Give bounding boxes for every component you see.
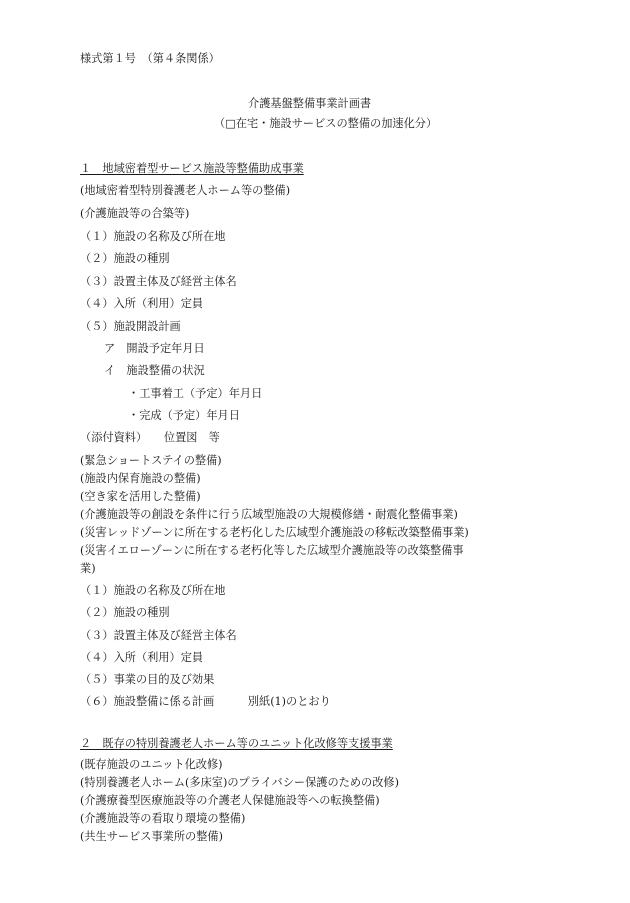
section-2-item: (特別養護老人ホーム(多床室)のプライバシー保護のための改修) — [80, 776, 399, 789]
section-1-heading: １ 地域密着型サービス施設等整備助成事業 — [80, 162, 304, 175]
section-1-item: （３）設置主体及び経営主体名 — [80, 275, 237, 288]
section-1-item: ・工事着工（予定）年月日 — [128, 387, 263, 400]
section-2-heading: ２ 既存の特別養護老人ホーム等のユニット化改修等支援事業 — [80, 737, 393, 750]
section-1-item: （添付資料） 位置図 等 — [80, 431, 220, 444]
section-1-item: (介護施設等の創設を条件に行う広域型施設の大規模修繕・耐震化整備事業) — [80, 508, 458, 521]
section-2-item: (介護施設等の看取り環境の整備) — [80, 812, 246, 825]
document-subtitle: （□在宅・施設サービスの整備の加速化分） — [214, 117, 438, 130]
section-1-item: （３）設置主体及び経営主体名 — [80, 629, 237, 642]
section-2-item: (既存施設のユニット化改修) — [80, 758, 223, 771]
section-1-item: イ 施設整備の状況 — [104, 364, 205, 377]
section-1-item: (空き家を活用した整備) — [80, 490, 201, 503]
section-1-item: （１）施設の名称及び所在地 — [80, 584, 226, 597]
section-1-item: (緊急ショートステイの整備) — [80, 454, 222, 467]
section-1-item: （４）入所（利用）定員 — [80, 651, 204, 664]
section-2-item: (介護療養型医療施設等の介護老人保健施設等への転換整備) — [80, 794, 380, 807]
section-1-item: （６）施設整備に係る計画 別紙(1)のとおり — [80, 695, 331, 708]
section-1-item: (施設内保育施設の整備) — [80, 472, 201, 485]
section-1-item: ・完成（予定）年月日 — [128, 409, 240, 422]
document-title: 介護基盤整備事業計画書 — [248, 97, 372, 110]
section-1-item: (災害レッドゾーンに所在する老朽化した広域型介護施設の移転改築整備事業) — [80, 526, 469, 539]
section-1-item: （２）施設の種別 — [80, 606, 170, 619]
section-1-item: （１）施設の名称及び所在地 — [80, 230, 226, 243]
section-1-item: (災害イエローゾーンに所在する老朽化等した広域型介護施設等の改築整備事 — [80, 544, 464, 557]
section-1-item: （５）施設開設計画 — [80, 320, 181, 333]
section-1-item: （５）事業の目的及び効果 — [80, 673, 215, 686]
section-1-item: ア 開設予定年月日 — [104, 342, 205, 355]
section-1-item: 業) — [80, 562, 96, 575]
section-1-item: (介護施設等の合築等) — [80, 207, 190, 220]
section-1-item: （４）入所（利用）定員 — [80, 297, 204, 310]
section-1-item: （２）施設の種別 — [80, 252, 170, 265]
section-2-item: (共生サービス事業所の整備) — [80, 830, 223, 843]
section-1-item: (地域密着型特別養護老人ホーム等の整備) — [80, 184, 291, 197]
form-number: 様式第１号 （第４条関係） — [80, 52, 220, 65]
